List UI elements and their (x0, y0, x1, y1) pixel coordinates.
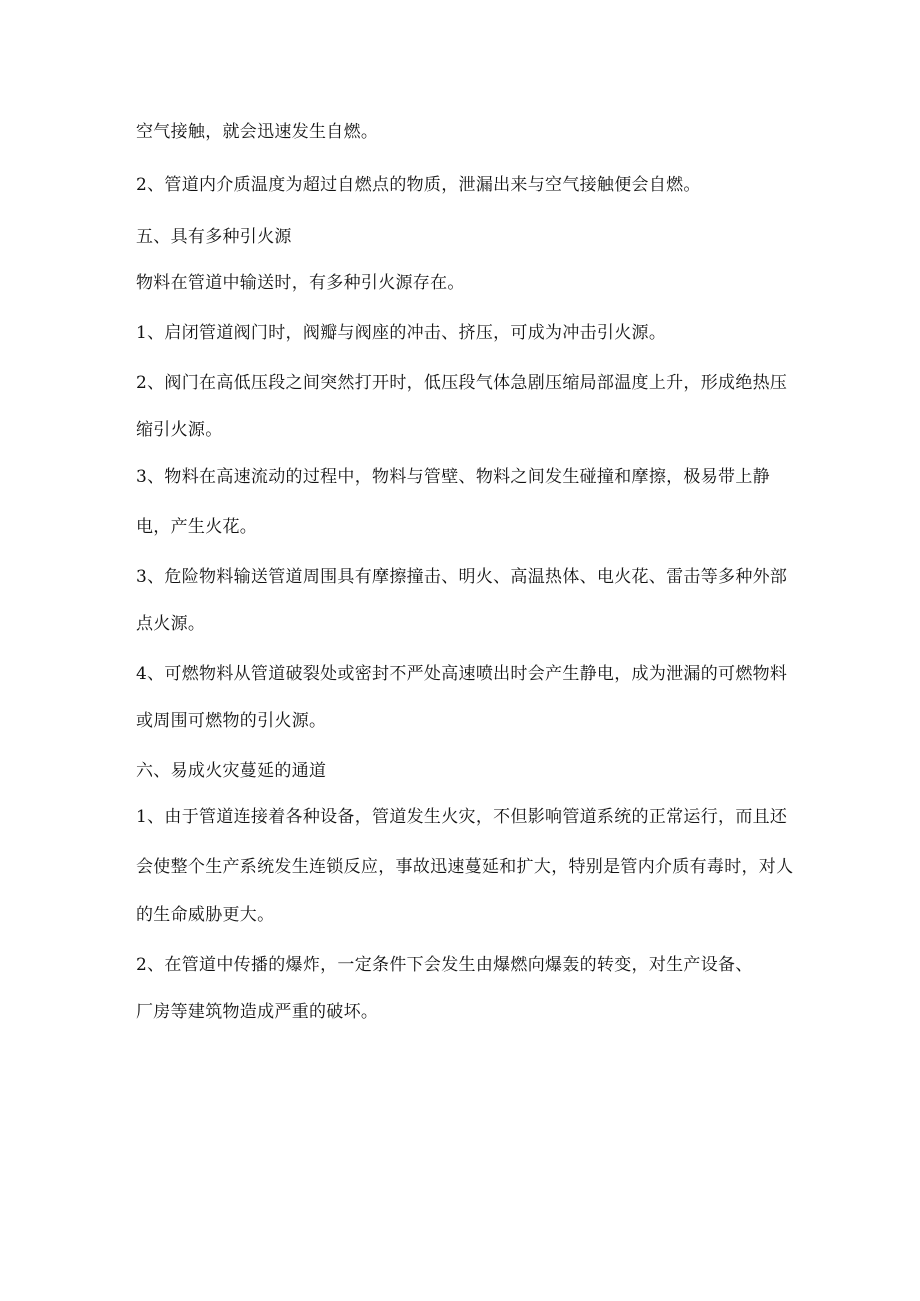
text-line: 物料在管道中输送时，有多种引火源存在。 (136, 273, 465, 293)
text-line: 缩引火源。 (136, 420, 223, 440)
text-line: 3、危险物料输送管道周围具有摩擦撞击、明火、高温热体、电火花、雷击等多种外部 (136, 567, 788, 587)
text-line: 厂房等建筑物造成严重的破坏。 (136, 1002, 379, 1022)
text-line: 电，产生火花。 (136, 517, 258, 537)
text-line: 的生命威胁更大。 (136, 905, 275, 925)
section-heading: 六、易成火灾蔓延的通道 (136, 761, 327, 781)
section-heading: 五、具有多种引火源 (136, 227, 292, 247)
text-line: 3、物料在高速流动的过程中，物料与管壁、物料之间发生碰撞和摩擦，极易带上静 (136, 467, 770, 487)
text-line: 4、可燃物料从管道破裂处或密封不严处高速喷出时会产生静电，成为泄漏的可燃物料 (136, 664, 788, 684)
text-line: 空气接触，就会迅速发生自燃。 (136, 122, 379, 142)
text-line: 1、启闭管道阀门时，阀瓣与阀座的冲击、挤压，可成为冲击引火源。 (136, 323, 667, 343)
text-line: 1、由于管道连接着各种设备，管道发生火灾，不但影响管道系统的正常运行，而且还 (136, 807, 788, 827)
text-line: 或周围可燃物的引火源。 (136, 711, 327, 731)
text-line: 2、在管道中传播的爆炸，一定条件下会发生由爆燃向爆轰的转变，对生产设备、 (136, 955, 753, 975)
text-line: 2、阀门在高低压段之间突然打开时，低压段气体急剧压缩局部温度上升，形成绝热压 (136, 373, 788, 393)
text-line: 会使整个生产系统发生连锁反应，事故迅速蔓延和扩大，特别是管内介质有毒时，对人 (136, 857, 794, 877)
text-line: 2、管道内介质温度为超过自燃点的物质，泄漏出来与空气接触便会自燃。 (136, 175, 701, 195)
text-line: 点火源。 (136, 614, 206, 634)
